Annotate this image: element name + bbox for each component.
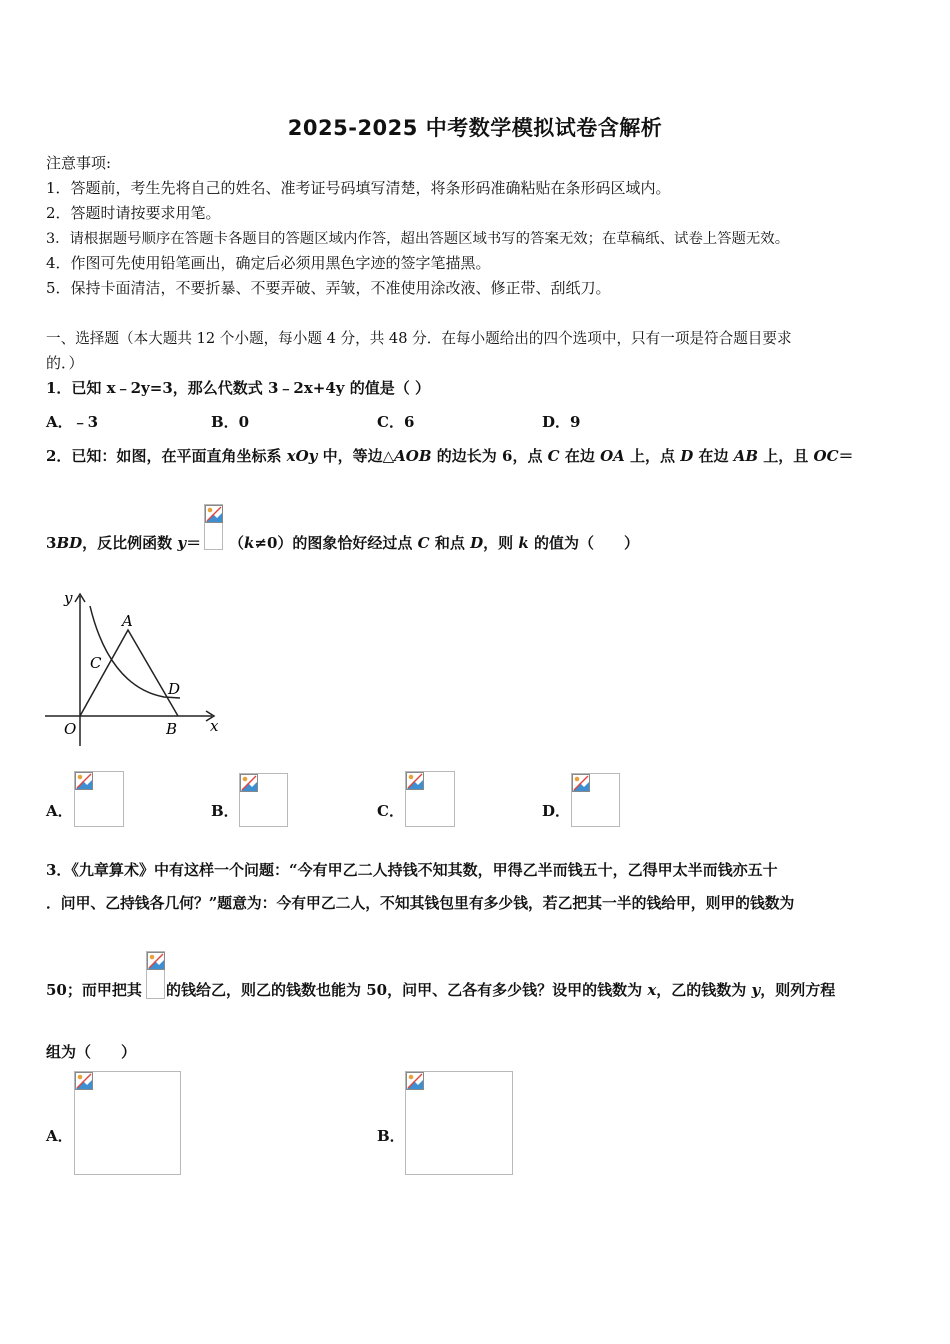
broken-image-icon (572, 774, 590, 792)
broken-image-icon (406, 1072, 424, 1090)
page-title: 2025-2025 中考数学模拟试卷含解析 (287, 116, 663, 140)
label-d: D (168, 680, 181, 698)
q2-option-a-label: A． (46, 802, 73, 820)
q2-option-a-image (74, 771, 124, 827)
q2-option-b-image (239, 773, 288, 827)
broken-image-icon (75, 772, 93, 790)
q3-stem-line1: 3．《九章算术》中有这样一个问题：“今有甲乙二人持钱不知其数，甲得乙半而钱五十，乙得甲太半而钱亦五十 (46, 861, 778, 879)
hyperbola-curve (90, 606, 180, 698)
label-x: x (210, 717, 219, 735)
label-c: C (90, 654, 102, 672)
q2-option-c-image (405, 771, 455, 827)
label-b: B (166, 720, 178, 738)
q3-option-b-label: B． (377, 1127, 405, 1145)
q2-option-d-image (571, 773, 620, 827)
q1-stem: 1．已知 x﹣2y=3，那么代数式 3﹣2x+4y 的值是（ ） (46, 379, 430, 397)
q3-stem-line4: 组为（ ） (46, 1043, 137, 1061)
q3-fraction-image (146, 951, 165, 999)
broken-image-icon (240, 774, 258, 792)
q3-stem-line2: ．问甲、乙持钱各几何？”题意为：今有甲乙二人，不知其钱包里有多少钱，若乙把其一半的钱给甲，则甲的钱数为 (46, 895, 795, 912)
q2-stem-line2-b: （k≠0）的图象恰好经过点 C 和点 D，则 k 的值为（ ） (229, 534, 639, 552)
note-item-3: 3．请根据题号顺序在答题卡各题目的答题区域内作答，超出答题区域书写的答案无效；在草稿纸、试卷上答题无效。 (46, 231, 790, 247)
q1-option-a: A．﹣3 (46, 413, 99, 431)
broken-image-icon (406, 772, 424, 790)
q2-stem-line2-a: 3BD，反比例函数 y＝ (46, 534, 202, 552)
notes-heading: 注意事项: (46, 154, 112, 172)
q1-option-d: D．9 (542, 413, 581, 431)
label-y: y (64, 589, 73, 607)
note-item-5: 5．保持卡面清洁，不要折暴、不要弄破、弄皱，不准使用涂改液、修正带、刮纸刀。 (46, 279, 611, 297)
note-item-1: 1．答题前，考生先将自己的姓名、准考证号码填写清楚，将条形码准确粘贴在条形码区域内。 (46, 179, 671, 197)
q3-option-b-image (405, 1071, 513, 1175)
q2-option-d-label: D． (542, 802, 571, 820)
q3-option-a-image (74, 1071, 181, 1175)
q1-option-c: C．6 (377, 413, 415, 431)
section-heading-line1: 一、选择题（本大题共 12 个小题，每小题 4 分，共 48 分．在每小题给出的四个选项中，只有一项是符合题目要求 (46, 330, 792, 347)
q2-option-b-label: B． (211, 802, 239, 820)
q2-figure (40, 586, 230, 746)
q3-stem-line3-a: 50；而甲把其 (46, 981, 142, 999)
broken-image-icon (205, 505, 223, 523)
q2-stem-line1: 2．已知：如图，在平面直角坐标系 xOy 中，等边△AOB 的边长为 6，点 C 在边 OA 上，点 D 在边 AB 上，且 OC＝ (46, 447, 854, 465)
broken-image-icon (147, 952, 165, 970)
fraction-image (204, 504, 223, 550)
q2-option-c-label: C． (377, 802, 404, 820)
broken-image-icon (75, 1072, 93, 1090)
section-heading-line2: 的．） (46, 354, 84, 372)
note-item-2: 2．答题时请按要求用笔。 (46, 204, 221, 222)
q3-option-a-label: A． (46, 1127, 73, 1145)
triangle-aob (80, 630, 181, 716)
label-a: A (122, 612, 133, 630)
q3-stem-line3-b: 的钱给乙，则乙的钱数也能为 50，问甲、乙各有多少钱？设甲的钱数为 x，乙的钱数为 y，则列方程 (166, 981, 836, 999)
q1-option-b: B．0 (211, 413, 250, 431)
note-item-4: 4．作图可先使用铅笔画出，确定后必须用黑色字迹的签字笔描黑。 (46, 254, 491, 272)
label-o: O (64, 720, 77, 738)
